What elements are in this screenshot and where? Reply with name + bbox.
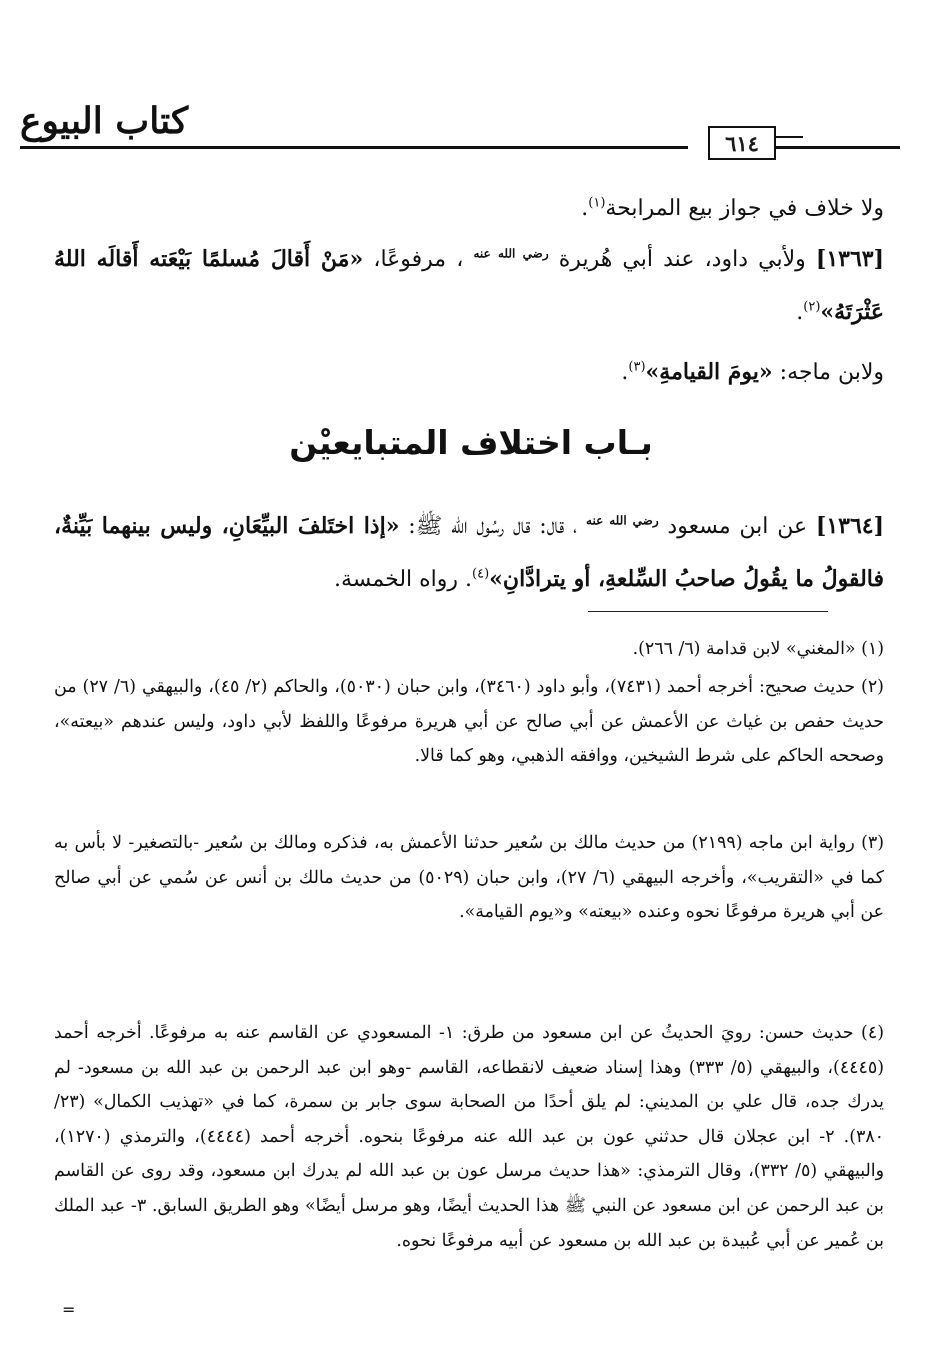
honorific-symbol: رضي الله عنه bbox=[473, 246, 549, 261]
hadith-quote: «مَنْ أَقالَ مُسلمًا بَيْعَته أَقالَه اللهُ عَثْرَتَهُ» bbox=[54, 246, 884, 325]
chapter-title: بـاب اختلاف المتبايعيْن bbox=[289, 423, 653, 462]
footnote-ref-3: (٣) bbox=[628, 359, 646, 375]
footnote-ref-1: (١) bbox=[588, 195, 606, 211]
paragraph-text: ولا خلاف في جواز بيع المرابحة bbox=[605, 196, 884, 221]
footnote-ref-2: (٢) bbox=[803, 299, 821, 315]
hadith-number: [١٣٦٤] bbox=[815, 513, 884, 539]
hadith-text: عن ابن مسعود bbox=[658, 514, 816, 539]
honorific-symbol: رضي الله عنه bbox=[586, 513, 659, 528]
footnote-separator bbox=[588, 611, 828, 612]
header-rule-right-small bbox=[775, 136, 803, 138]
hadith-quote: «إذا اختَلفَ البيِّعَانِ، وليس بينهما بَيِّنةٌ، فالقولُ ما يقُولُ صاحبُ السِّلعةِ، أو يترادَّانِ» bbox=[54, 513, 884, 592]
page-header bbox=[20, 92, 912, 162]
header-rule bbox=[20, 146, 688, 149]
paragraph-murabaha bbox=[54, 182, 884, 235]
paragraph-end: . bbox=[581, 196, 589, 221]
header-rule-right bbox=[775, 146, 900, 149]
footnote-1: (١) «المغني» لابن قدامة (٦/ ٢٦٦). bbox=[632, 639, 884, 659]
hadith-1364 bbox=[54, 500, 884, 606]
hadith-1363 bbox=[54, 233, 884, 339]
quoted-phrase: «يومَ القيامةِ» bbox=[645, 359, 773, 385]
salutation-symbol: ﷺ bbox=[415, 514, 443, 539]
hadith-end: . bbox=[796, 300, 804, 325]
footnote-ref-4: (٤) bbox=[472, 566, 490, 582]
footnote-3: (٣) رواية ابن ماجه (٢١٩٩) من حديث مالك بن سُعير حدثنا الأعمش به، فذكره ومالك بن سُعير -بالتصغير- لا بأس به كما في «التقريب»، وأخرجه البيهقي (٦/ ٢٧)، وابن حبان (٥٠٢٩) من حديث مالك بن أنس عن سُمي عن أبي صالح عن أبي هريرة مرفوعًا نحوه وعنده «بيعته» و«يوم القيامة». bbox=[54, 833, 884, 923]
paragraph-text: ولابن ماجه: bbox=[772, 360, 884, 385]
hadith-number: [١٣٦٣] bbox=[815, 246, 884, 272]
paragraph-ibn-majah bbox=[54, 346, 884, 399]
hadith-text: ، مرفوعًا، bbox=[363, 247, 474, 272]
footnote-4: (٤) حديث حسن: رويَ الحديثُ عن ابن مسعود من طرق: ١- المسعودي عن القاسم عنه به مرفوعًا. أخرجه أحمد (٤٤٤٥)، والبيهقي (٥/ ٣٣٣) وهذا إسناد ضعيف لانقطاعه، القاسم -وهو ابن عبد الرحمن بن عبد الله بن مسعود- لم يدرك جده، قال علي بن المديني: لم يلق أحدًا من الصحابة سوى جابر بن سمرة، كما في «تهذيب الكمال» (٢٣/ ٣٨٠). ٢- ابن عجلان قال حدثني عون بن عبد الله عنه مرفوعًا بنحوه. أخرجه أحمد (٤٤٤٤)، والترمذي (١٢٧٠)، والبيهقي (٥/ ٣٣٢)، وقال الترمذي: «هذا حديث مرسل عون بن عبد الله لم يدرك ابن مسعود، وقد روى عن القاسم بن عبد الرحمن عن ابن مسعود عن النبي ﷺ هذا الحديث أيضًا، وهو مرسل أيضًا» وهو الطريق السابق. ٣- عبد الملك بن عُمير عن أبي عُبيدة بن عبد الله بن مسعود عن أبيه مرفوعًا نحوه. bbox=[54, 1023, 885, 1251]
hadith-text: ، قال: قال رسُول الله bbox=[442, 514, 587, 539]
hadith-text: ولأبي داود، عند أبي هُريرة bbox=[548, 247, 816, 272]
continuation-mark: = bbox=[62, 1300, 76, 1319]
footnote-2: (٢) حديث صحيح: أخرجه أحمد (٧٤٣١)، وأبو داود (٣٤٦٠)، وابن حبان (٥٠٣٠)، والحاكم (٢/ ٤٥)، والبيهقي (٦/ ٢٧) من حديث حفص بن غياث عن الأعمش عن أبي صالح عن أبي هريرة مرفوعًا واللفظ لأبي داود، وليس عندهم «بيعته»، وصححه الحاكم على شرط الشيخين، ووافقه الذهبي، وهو كما قالا. bbox=[54, 677, 884, 767]
running-title: كتاب البيوع bbox=[20, 100, 189, 142]
hadith-end: . رواه الخمسة. bbox=[334, 567, 473, 592]
hadith-text: : bbox=[399, 514, 416, 539]
page-number: ٦١٤ bbox=[708, 126, 776, 160]
paragraph-end: . bbox=[621, 360, 629, 385]
